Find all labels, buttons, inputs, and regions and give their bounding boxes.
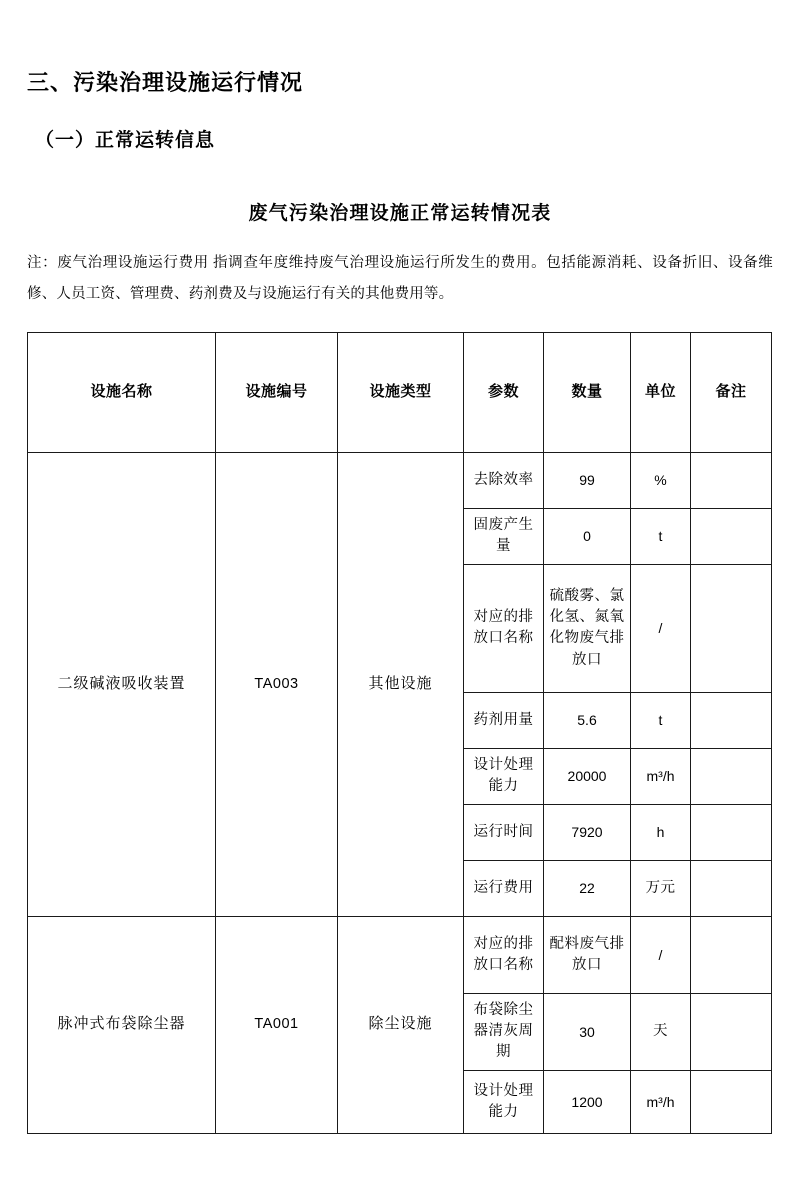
parameter-label: 运行时间: [464, 804, 544, 860]
parameter-label: 固废产生量: [464, 508, 544, 564]
parameter-remark: [691, 452, 772, 508]
facility-name: 二级碱液吸收装置: [28, 452, 216, 916]
facility-table: [27, 332, 772, 1134]
parameter-remark: [691, 860, 772, 916]
parameter-value: 22: [544, 860, 631, 916]
column-header-facility-name: 设施名称: [28, 332, 216, 452]
parameter-unit: t: [631, 692, 691, 748]
parameter-remark: [691, 748, 772, 804]
subsection-heading: （一）正常运转信息: [35, 130, 216, 152]
parameter-label: 设计处理能力: [464, 748, 544, 804]
column-header-unit: 单位: [631, 332, 691, 452]
column-header-facility-type: 设施类型: [338, 332, 464, 452]
parameter-unit: /: [631, 564, 691, 692]
parameter-label: 去除效率: [464, 452, 544, 508]
table-row: [28, 916, 772, 993]
parameter-label: 布袋除尘器清灰周期: [464, 993, 544, 1070]
parameter-unit: t: [631, 508, 691, 564]
table-title: 废气污染治理设施正常运转情况表: [248, 203, 552, 225]
table-header: [28, 332, 772, 452]
table-header-row: [28, 332, 772, 452]
parameter-label: 运行费用: [464, 860, 544, 916]
parameter-remark: [691, 564, 772, 692]
parameter-unit: m³/h: [631, 1070, 691, 1133]
table-note: 注：废气治理设施运行费用 指调查年度维持废气治理设施运行所发生的费用。包括能源消耗、设备折旧、设备维修、人员工资、管理费、药剂费及与设施运行有关的其他费用等。: [27, 254, 773, 302]
parameter-unit: %: [631, 452, 691, 508]
parameter-label: 药剂用量: [464, 692, 544, 748]
facility-name: 脉冲式布袋除尘器: [28, 916, 216, 1133]
parameter-value: 20000: [544, 748, 631, 804]
parameter-value: 99: [544, 452, 631, 508]
facility-type: 除尘设施: [338, 916, 464, 1133]
column-header-facility-code: 设施编号: [216, 332, 338, 452]
parameter-value: 硫酸雾、氯化氢、氮氧化物废气排放口: [544, 564, 631, 692]
facility-code: TA001: [216, 916, 338, 1133]
column-header-parameter: 参数: [464, 332, 544, 452]
parameter-remark: [691, 692, 772, 748]
parameter-label: 对应的排放口名称: [464, 916, 544, 993]
parameter-value: 配料废气排放口: [544, 916, 631, 993]
parameter-unit: 万元: [631, 860, 691, 916]
parameter-remark: [691, 916, 772, 993]
parameter-remark: [691, 508, 772, 564]
parameter-unit: /: [631, 916, 691, 993]
facility-type: 其他设施: [338, 452, 464, 916]
facility-code: TA003: [216, 452, 338, 916]
parameter-unit: h: [631, 804, 691, 860]
table-row: [28, 452, 772, 508]
column-header-remark: 备注: [691, 332, 772, 452]
parameter-value: 0: [544, 508, 631, 564]
parameter-remark: [691, 993, 772, 1070]
parameter-value: 30: [544, 993, 631, 1070]
parameter-unit: 天: [631, 993, 691, 1070]
parameter-value: 5.6: [544, 692, 631, 748]
parameter-remark: [691, 1070, 772, 1133]
parameter-value: 7920: [544, 804, 631, 860]
parameter-unit: m³/h: [631, 748, 691, 804]
facility-table-wrapper: [27, 310, 773, 1134]
parameter-value: 1200: [544, 1070, 631, 1133]
parameter-label: 对应的排放口名称: [464, 564, 544, 692]
column-header-quantity: 数量: [544, 332, 631, 452]
table-body: [28, 452, 772, 1133]
page-title: 三、污染治理设施运行情况: [27, 70, 304, 95]
parameter-remark: [691, 804, 772, 860]
parameter-label: 设计处理能力: [464, 1070, 544, 1133]
